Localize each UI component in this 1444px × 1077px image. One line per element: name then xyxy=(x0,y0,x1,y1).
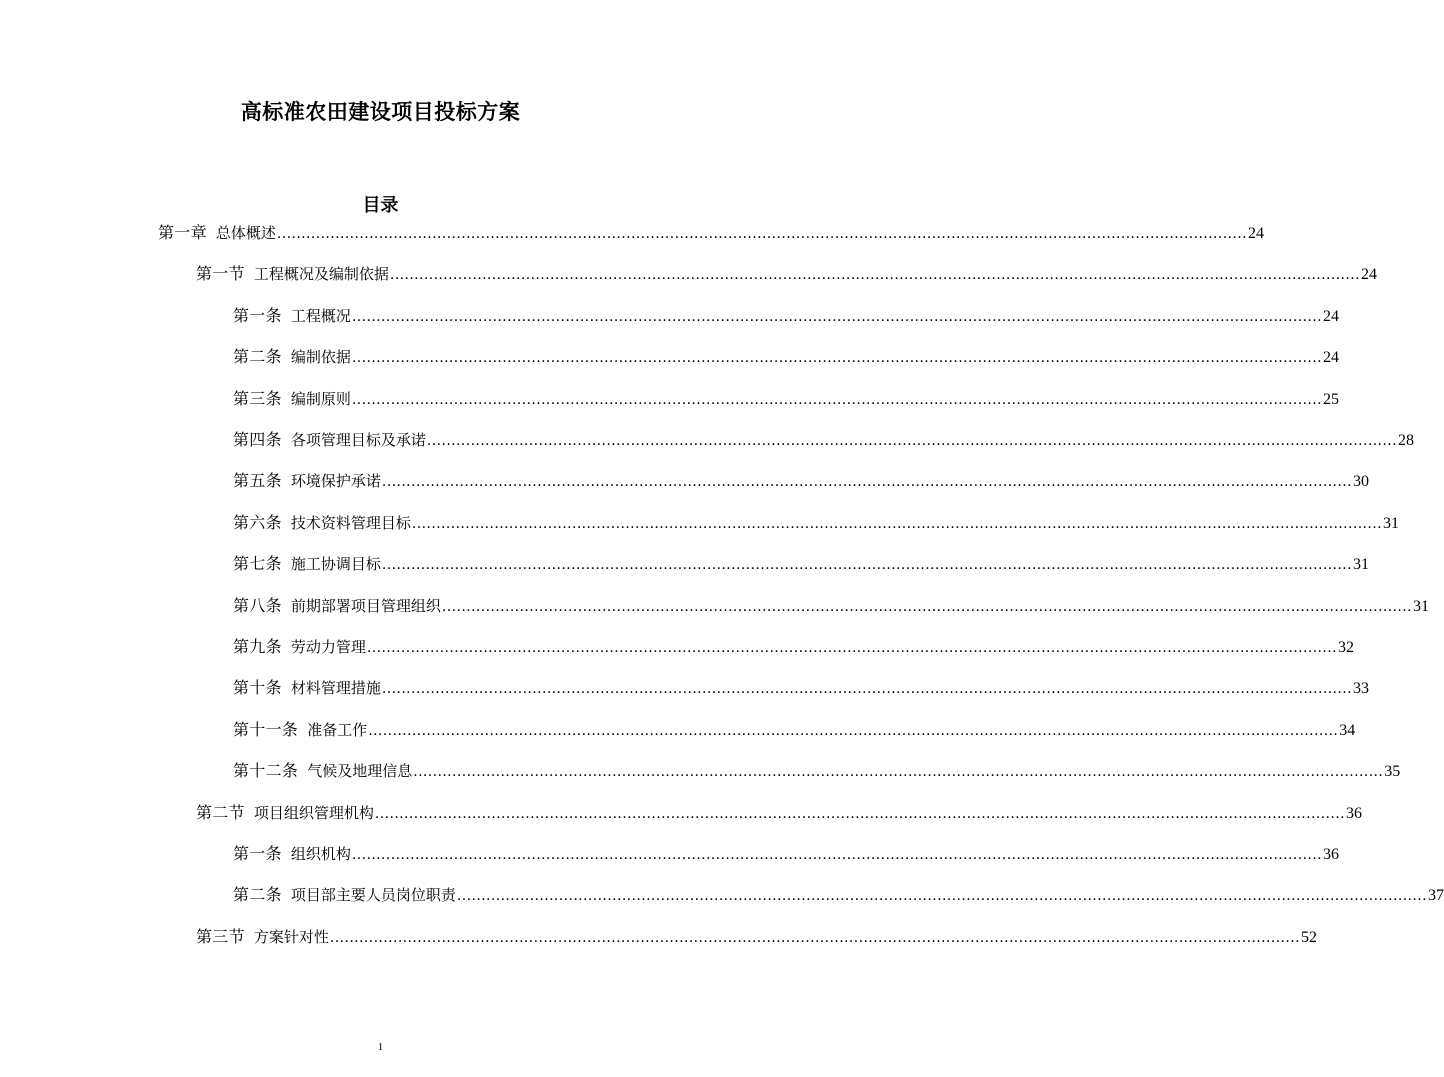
toc-dot-leader: ........................................................................................................................................................................................................ xyxy=(351,847,1322,863)
toc-dot-leader: ........................................................................................................................................................................................................ xyxy=(456,888,1427,905)
toc-entry[interactable] xyxy=(196,800,1362,822)
toc-dot-leader: ........................................................................................................................................................................................................ xyxy=(368,722,1339,739)
toc-dot-leader: ........................................................................................................................................................................................................ xyxy=(426,433,1397,449)
toc-entry-number: 第一条 xyxy=(233,305,282,325)
toc-entry-title: 工程概况及编制依据 xyxy=(253,265,389,284)
toc-entry[interactable] xyxy=(196,924,1317,946)
toc-entry-title: 气候及地理信息 xyxy=(307,762,413,781)
toc-entry-title: 总体概述 xyxy=(215,224,276,242)
toc-entry[interactable] xyxy=(233,758,1401,781)
toc-entry-title: 技术资料管理目标 xyxy=(290,513,411,532)
toc-dot-leader: ........................................................................................................................................................................................................ xyxy=(366,640,1337,656)
toc-entry-page: 35 xyxy=(1384,763,1401,781)
toc-entry[interactable] xyxy=(233,386,1339,408)
toc-entry-number: 第一节 xyxy=(196,264,245,284)
toc-entry-number: 第三节 xyxy=(196,926,245,946)
toc-dot-leader: ........................................................................................................................................................................................................ xyxy=(351,350,1322,367)
toc-entry[interactable] xyxy=(158,220,1264,242)
toc-dot-leader: ........................................................................................................................................................................................................ xyxy=(441,598,1412,615)
page-number: 1 xyxy=(377,1041,384,1053)
toc-entry-page: 36 xyxy=(1345,804,1362,822)
toc-entry-page: 37 xyxy=(1427,887,1444,905)
toc-entry-number: 第一条 xyxy=(233,844,282,863)
document-title: 高标准农田建设项目投标方案 xyxy=(240,100,521,124)
toc-entry-number: 第六条 xyxy=(233,512,282,532)
toc-entry-number: 第二条 xyxy=(233,885,282,905)
toc-entry-page: 25 xyxy=(1322,390,1339,408)
toc-entry-number: 第三条 xyxy=(233,388,282,408)
toc-entry-title: 方案针对性 xyxy=(253,927,329,946)
toc-entry-page: 24 xyxy=(1322,307,1339,325)
toc-entry-number: 第十二条 xyxy=(233,761,299,781)
toc-entry-number: 第二条 xyxy=(233,347,282,367)
toc-dot-leader: ........................................................................................................................................................................................................ xyxy=(411,515,1382,532)
toc-entry[interactable] xyxy=(233,344,1339,367)
toc-entry-page: 31 xyxy=(1412,597,1429,615)
toc-entry-title: 材料管理措施 xyxy=(290,679,381,698)
toc-entry-title: 施工协调目标 xyxy=(290,555,381,574)
toc-entry-page: 24 xyxy=(1322,349,1339,367)
toc-entry[interactable] xyxy=(233,593,1429,615)
toc-entry-page: 24 xyxy=(1360,266,1377,284)
toc-entry-number: 第九条 xyxy=(233,637,282,656)
toc-dot-leader: ........................................................................................................................................................................................................ xyxy=(351,308,1322,325)
toc-entry[interactable] xyxy=(233,510,1399,532)
toc-entry[interactable] xyxy=(233,551,1369,574)
toc-entry-page: 24 xyxy=(1247,225,1264,242)
toc-entry-page: 30 xyxy=(1352,473,1369,491)
toc-entry-page: 31 xyxy=(1382,514,1399,532)
toc-dot-leader: ........................................................................................................................................................................................................ xyxy=(276,226,1247,242)
toc-entry-page: 32 xyxy=(1337,639,1354,656)
toc-entry[interactable] xyxy=(196,261,1377,284)
toc-entry-number: 第十一条 xyxy=(233,719,299,739)
toc-entry-title: 组织机构 xyxy=(290,845,351,863)
toc-entry-number: 第十条 xyxy=(233,678,282,698)
toc-entry-title: 劳动力管理 xyxy=(290,638,366,656)
toc-entry-title: 准备工作 xyxy=(307,720,368,739)
toc-entry-title: 各项管理目标及承诺 xyxy=(290,431,426,449)
toc-dot-leader: ........................................................................................................................................................................................................ xyxy=(374,805,1345,822)
toc-entry-number: 第四条 xyxy=(233,430,282,449)
toc-entry[interactable] xyxy=(233,427,1414,449)
toc-entry-title: 编制原则 xyxy=(290,389,351,408)
toc-entry-title: 编制依据 xyxy=(290,348,351,367)
toc-entry[interactable] xyxy=(233,882,1444,905)
toc-entry-page: 34 xyxy=(1339,721,1356,739)
toc-dot-leader: ........................................................................................................................................................................................................ xyxy=(329,929,1300,946)
toc-entry-title: 工程概况 xyxy=(290,306,351,325)
toc-dot-leader: ........................................................................................................................................................................................................ xyxy=(381,557,1352,574)
toc-entry-page: 52 xyxy=(1300,928,1317,946)
toc-dot-leader: ........................................................................................................................................................................................................ xyxy=(381,474,1352,491)
toc-entry-number: 第五条 xyxy=(233,471,282,491)
toc-entry-page: 36 xyxy=(1322,846,1339,863)
toc-entry-page: 28 xyxy=(1397,432,1414,449)
toc-entry-number: 第七条 xyxy=(233,554,282,574)
toc-entry-number: 第一章 xyxy=(158,223,207,242)
toc-entry-page: 33 xyxy=(1352,680,1369,698)
toc-entry-number: 第八条 xyxy=(233,595,282,615)
toc-entry[interactable] xyxy=(233,841,1339,863)
toc-dot-leader: ........................................................................................................................................................................................................ xyxy=(381,681,1352,698)
toc-entry-number: 第二节 xyxy=(196,802,245,822)
toc-entry-title: 项目组织管理机构 xyxy=(253,803,374,822)
toc-entry[interactable] xyxy=(233,303,1339,325)
toc-heading: 目录 xyxy=(362,195,399,216)
toc-entry[interactable] xyxy=(233,717,1356,739)
toc-entry[interactable] xyxy=(233,675,1369,698)
toc-entry[interactable] xyxy=(233,468,1369,491)
toc-entry-page: 31 xyxy=(1352,556,1369,574)
toc-entry-title: 环境保护承诺 xyxy=(290,472,381,491)
toc-entry-title: 项目部主要人员岗位职责 xyxy=(290,886,456,905)
toc-dot-leader: ........................................................................................................................................................................................................ xyxy=(351,391,1322,408)
toc-entry-title: 前期部署项目管理组织 xyxy=(290,596,441,615)
toc-dot-leader: ........................................................................................................................................................................................................ xyxy=(389,267,1360,284)
toc-dot-leader: ........................................................................................................................................................................................................ xyxy=(413,764,1384,781)
toc-entry[interactable] xyxy=(233,634,1354,656)
